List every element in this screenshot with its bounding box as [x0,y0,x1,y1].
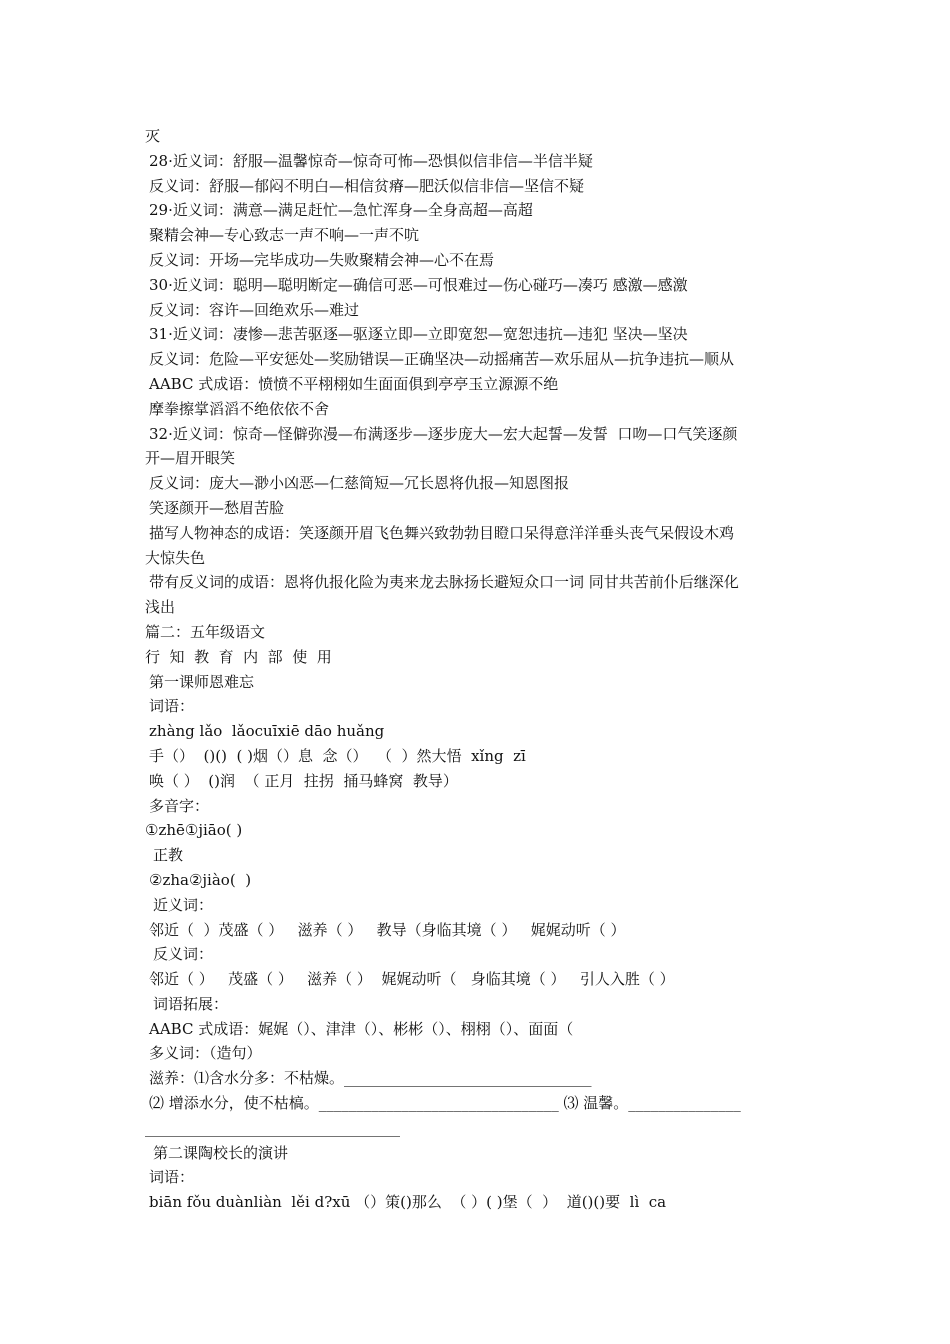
text-line: 反义词：庞大—渺小凶恶—仁慈简短—冗长恩将仇报—知恩图报 [149,474,570,493]
text-line: AABC 式成语：愤愤不平栩栩如生面面俱到亭亭玉立源源不绝 [149,374,559,393]
text-line: 反义词：舒服—郁闷不明白—相信贫瘠—肥沃似信非信—坚信不疑 [149,176,585,195]
text-line: 反义词：容许—回绝欢乐—难过 [149,300,360,319]
text-line: 摩拳擦掌滔滔不绝依依不舍 [149,399,330,418]
text-line: 词语： [149,697,195,716]
text-line: 反义词： [153,945,214,964]
text-line: 反义词：危险—平安惩处—奖励错误—正确坚决—动摇痛苦—欢乐屈从—抗争违抗—顺从 [149,350,735,369]
text-line: 描写人物神态的成语：笑逐颜开眉飞色舞兴致勃勃目瞪口呆得意洋洋垂头丧气呆假设木鸡 [149,523,735,542]
text-line: 邻近（ ）茂盛（ ） 滋养（ ） 教导（身临其境（ ） 娓娓动听（ ） [149,920,626,939]
text-line: ②zha②jiào( ) [149,870,252,889]
text-line: 29·近义词：满意—满足赶忙—急忙浑身—全身高超—高超 [149,201,533,220]
text-line: 灭 [145,127,161,145]
text-line: 30·近义词：聪明—聪明断定—确信可恶—可恨难过—伤心碰巧—凑巧 感激—感激 [149,275,688,294]
document-body [145,124,810,1215]
text-line: 32·近义词：惊奇—怪僻弥漫—布满逐步—逐步庞大—宏大起誓—发誓 口吻—口气笑逐颜 [149,424,738,443]
text-line: AABC 式成语：娓娓（）、津津（）、彬彬（）、栩栩（）、面面（ [149,1019,574,1038]
text-line: 邻近（ ） 茂盛（ ） 滋养（ ） 娓娓动听（ 身临其境（ ） 引人入胜（ ） [149,970,675,989]
text-line: ①zhē①jiāo( ) [145,821,243,840]
text-line: 开—眉开眼笑 [145,449,236,468]
text-line: 聚精会神—专心致志一声不响—一声不吭 [149,226,420,245]
text-line: __________________________________ [145,1118,400,1137]
text-line: 滋养：⑴含水分多：不枯燥。_________________________________ [149,1069,592,1088]
text-line: ⑵ 增添水分，使不枯槁。________________________________ ⑶ 温馨。_______________ [149,1094,741,1113]
text-line: 手（） ()() ( )烟（）息 念（） （ ）然大悟 xǐng zī [149,746,526,765]
text-line: 31·近义词：凄惨—悲苦驱逐—驱逐立即—立即宽恕—宽恕违抗—违犯 坚决—坚决 [149,325,688,344]
text-line: 第一课师恩难忘 [149,672,255,691]
text-line: biān fǒu duànliàn lěi d?xū （）策()那么 （ ）( )堡（ ） 道()()要 lì ca [149,1193,667,1212]
text-line: 28·近义词：舒服—温馨惊奇—惊奇可怖—恐惧似信非信—半信半疑 [149,151,593,170]
text-line: 反义词：开场—完毕成功—失败聚精会神—心不在焉 [149,250,495,269]
text-line: zhàng lǎo lǎocuīxiē dāo huǎng [149,722,385,741]
text-line: 篇二：五年级语文 [145,622,266,641]
text-line: 多义词：（造句） [149,1044,262,1063]
text-line: 唤（ ） ()润 （ 正月 拄拐 捅马蜂窝 教导） [149,771,458,790]
text-line: 多音字： [149,796,210,815]
text-line: 笑逐颜开—愁眉苦脸 [149,498,285,517]
text-line: 第二课陶校长的演讲 [153,1143,289,1162]
text-line: 词语： [149,1168,195,1187]
text-line: 浅出 [145,598,176,617]
text-line: 近义词： [153,895,214,914]
text-line: 行 知 教 育 内 部 使 用 [145,647,332,666]
text-line: 正教 [153,846,184,865]
text-line: 带有反义词的成语：恩将仇报化险为夷来龙去脉扬长避短众口一词 同甘共苦前仆后继深化 [149,573,739,592]
text-line: 大惊失色 [145,548,206,567]
text-line: 词语拓展： [153,994,229,1013]
